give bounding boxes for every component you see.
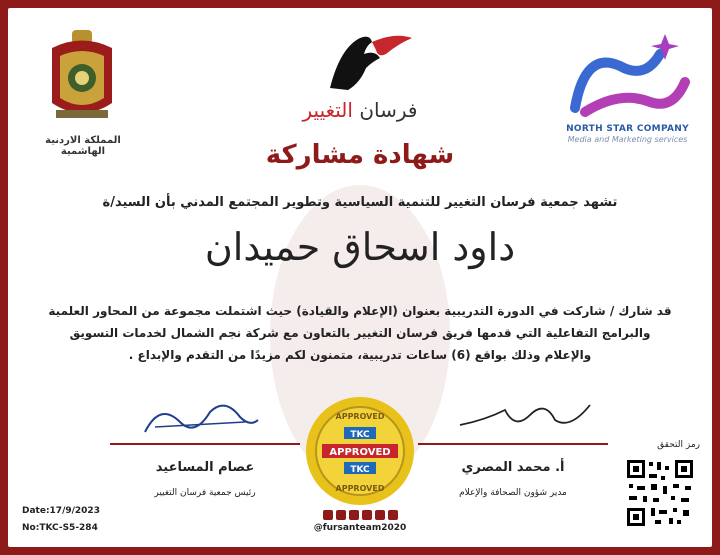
seal-top-text: APPROVED: [335, 412, 385, 421]
youtube-icon: [362, 510, 372, 520]
certificate-title: شهادة مشاركة: [265, 140, 455, 170]
right-signature-icon: [455, 390, 595, 440]
right-signature-line: [418, 443, 608, 445]
certificate-intro: تشهد جمعية فرسان التغيير للتنمية السياسية وتطوير المجتمع المدني بأن السيد/ة: [102, 195, 618, 210]
body-line-1: قد شارك / شاركت في الدورة التدريبية بعنوان (الإعلام والقيادة) حيث اشتملت مجموعة من المحاور العلمية: [48, 304, 672, 318]
telegram-icon: [375, 510, 385, 520]
left-signatory-name: عصام المساعيد: [155, 460, 255, 475]
jordan-emblem-icon: [42, 28, 122, 128]
left-signature-line: [110, 443, 300, 445]
certificate-number: No:TKC-S5-284: [22, 523, 98, 533]
left-signature-icon: [140, 392, 260, 442]
body-line-3: والإعلام وذلك بواقع (6) ساعات تدريبية، متمنون لكم مزيدًا من التقدم والإبداع .: [128, 348, 592, 362]
seal-bottom-text: APPROVED: [335, 484, 385, 493]
certificate-body: [25, 300, 695, 366]
qr-label: رمز التحقق: [657, 440, 700, 450]
kingdom-label: المملكة الاردنية الهاشمية: [45, 135, 121, 157]
company-name: NORTH STAR COMPANY: [566, 124, 689, 134]
certificate-date: Date:17/9/2023: [22, 506, 100, 516]
right-signatory-role: مدير شؤون الصحافة والإعلام: [459, 488, 567, 498]
email-icon: [388, 510, 398, 520]
horse-logo-icon: [300, 28, 420, 98]
seal-brand-text: TKC: [350, 430, 370, 440]
approved-seal-icon: [304, 395, 416, 507]
body-line-2: والبرامج التفاعلية التي قدمها فريق فرسان التغيير بالتعاون مع شركة نجم الشمال لخدمات التسويق: [69, 326, 651, 340]
instagram-icon: [349, 510, 359, 520]
recipient-name: داود اسحاق حميدان: [204, 225, 516, 269]
social-handle: @fursanteam2020: [313, 523, 407, 533]
seal-middle-text: APPROVED: [329, 447, 391, 458]
left-signatory-role: رئيس جمعية فرسان التغيير: [154, 488, 256, 498]
twitter-icon: [336, 510, 346, 520]
qr-code-icon[interactable]: [625, 458, 695, 528]
facebook-icon: [323, 510, 333, 520]
organization-logo-text: فرسان التغيير: [302, 98, 418, 122]
company-subtitle: Media and Marketing services: [567, 135, 688, 144]
social-icons: [314, 510, 406, 522]
right-signatory-name: أ. محمد المصري: [461, 460, 565, 475]
north-star-logo-icon: [565, 30, 695, 122]
seal-brand2-text: TKC: [350, 465, 370, 475]
